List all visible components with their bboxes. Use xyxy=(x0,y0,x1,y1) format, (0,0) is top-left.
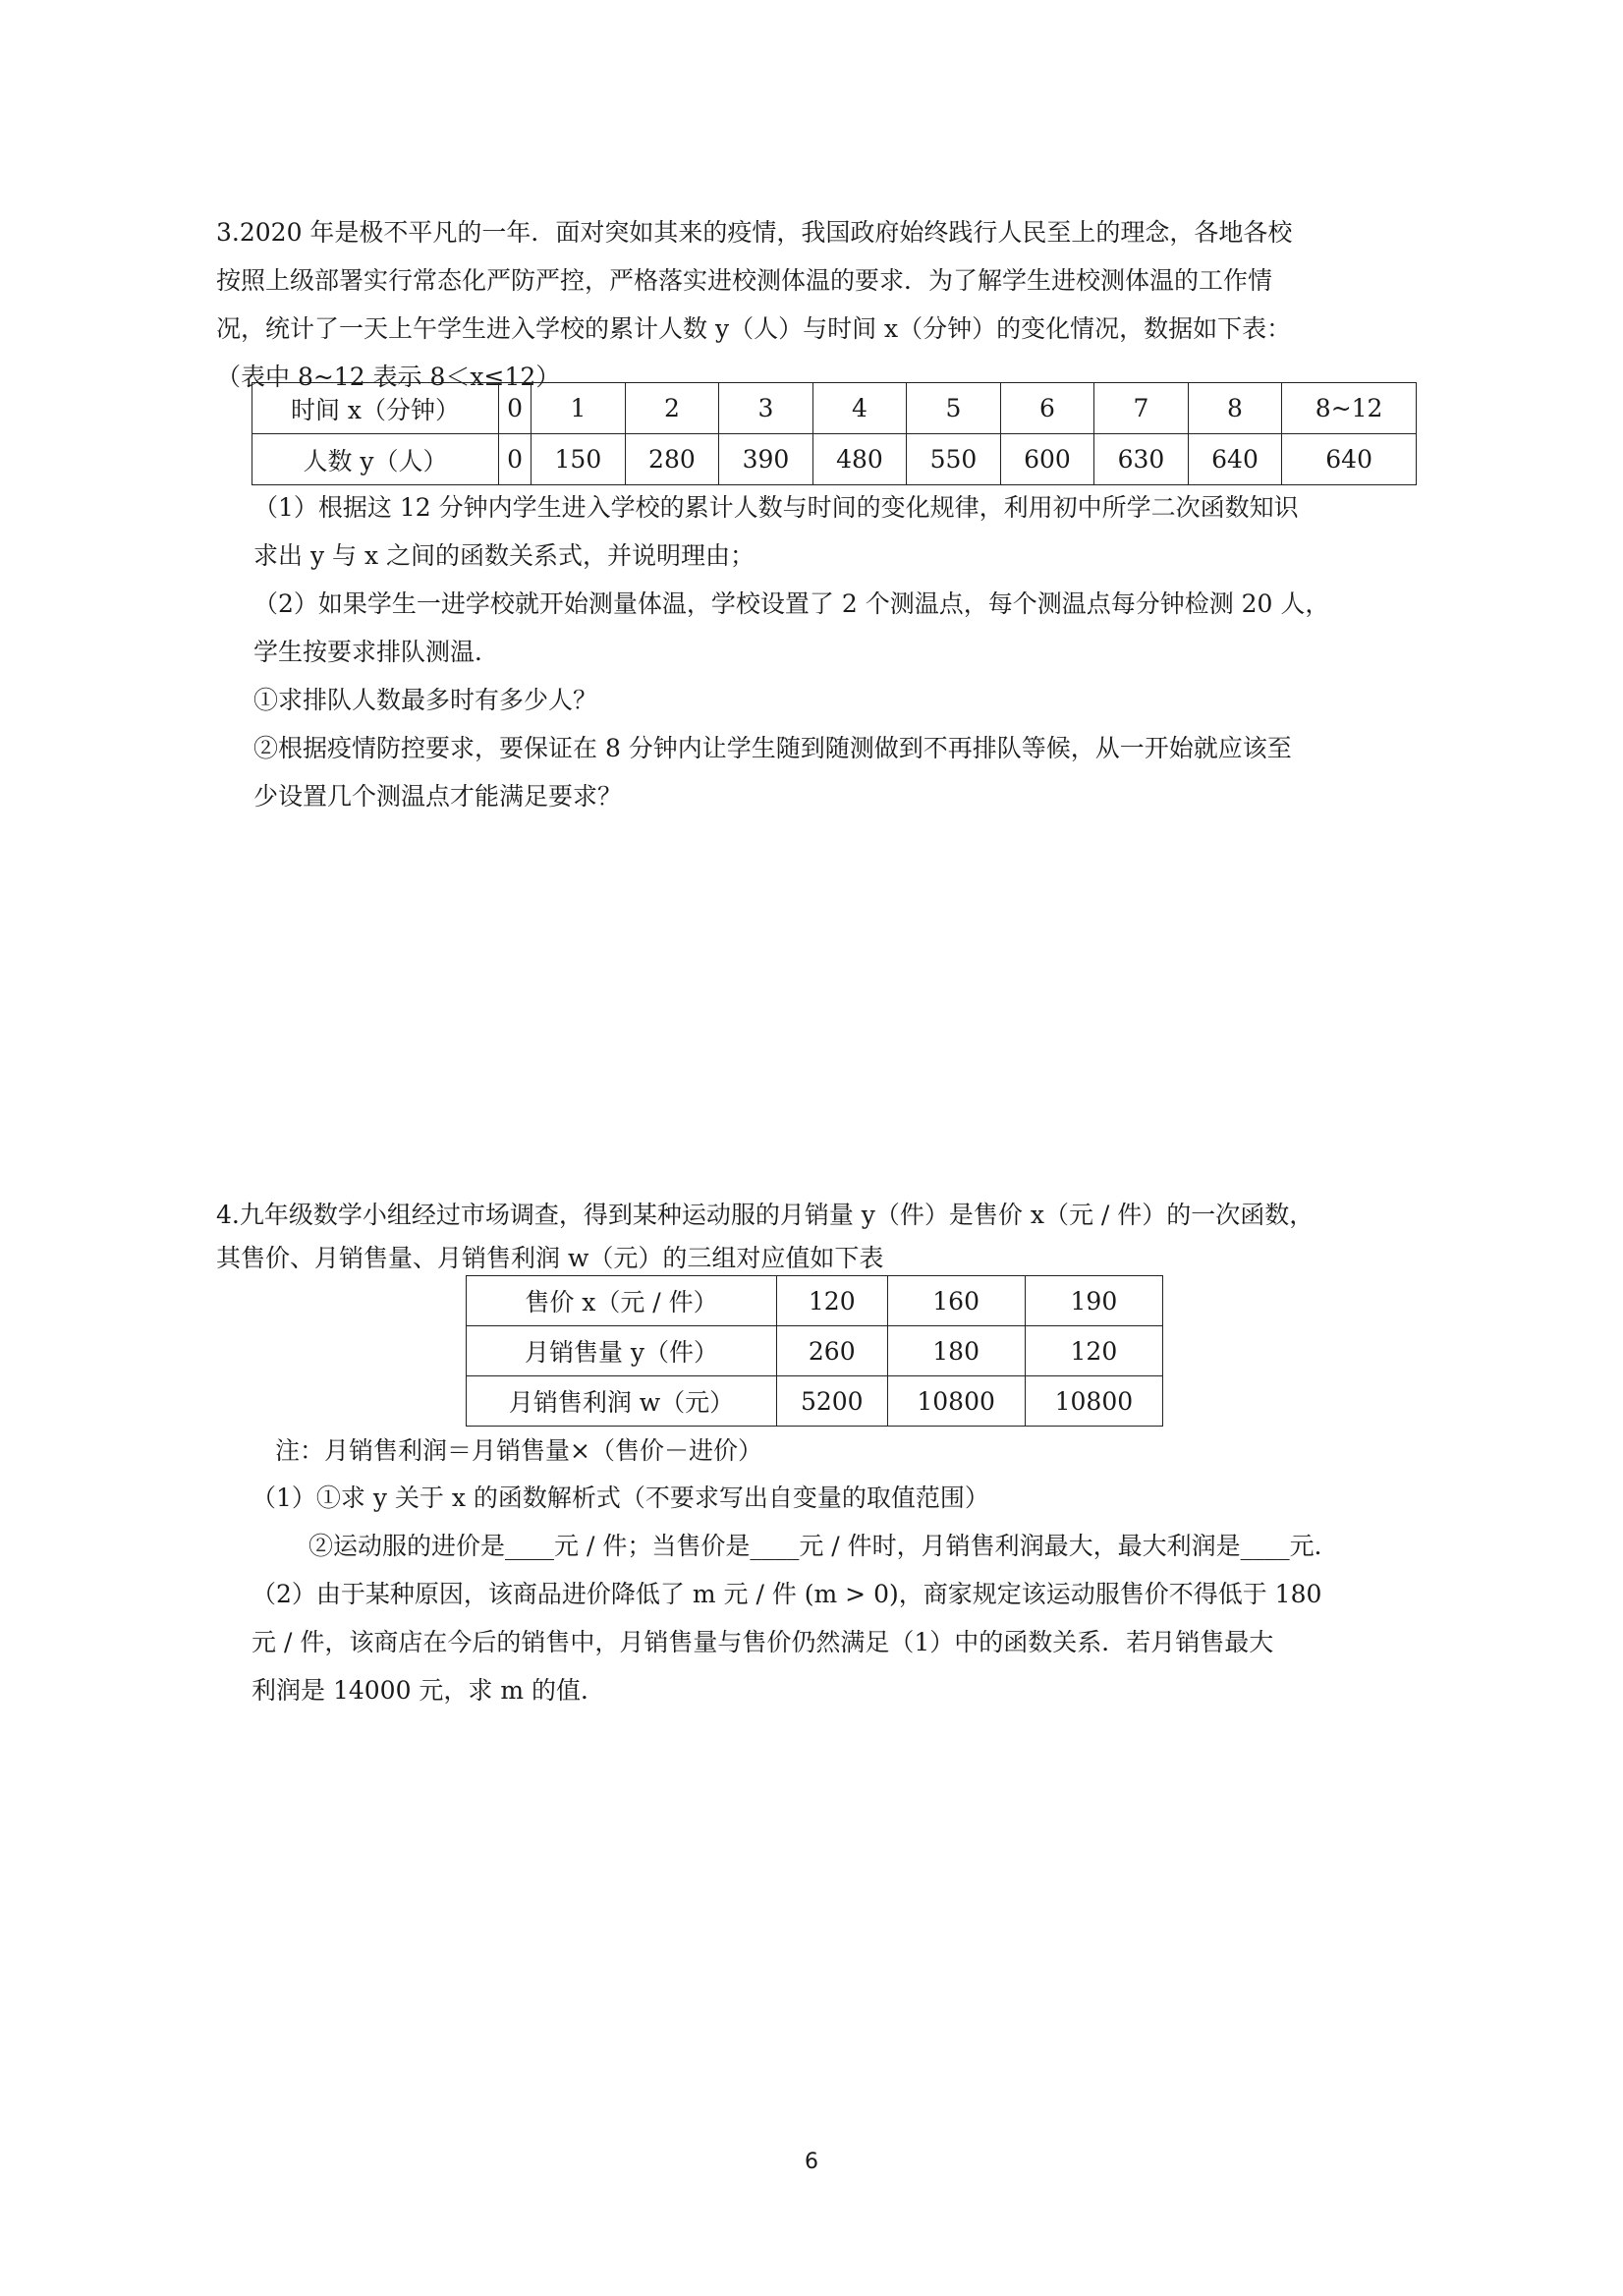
q4-part2-line-1: （2）由于某种原因，该商品进价降低了 m 元 / 件 (m > 0)，商家规定该运动服售价不得低于 180 xyxy=(252,1580,1322,1608)
page-number: 6 xyxy=(805,2150,818,2174)
q3-data-table xyxy=(252,382,1417,485)
q3-part2-line-1: （2）如果学生一进学校就开始测量体温，学校设置了 2 个测温点，每个测温点每分钟检测 20 人， xyxy=(253,589,1330,618)
q4-part1-a: （1）①求 y 关于 x 的函数解析式（不要求写出自变量的取值范围） xyxy=(252,1484,989,1512)
table-row xyxy=(467,1326,1163,1376)
table-cell: 7 xyxy=(1094,383,1189,434)
table-cell: 8 xyxy=(1188,383,1282,434)
table-cell: 1 xyxy=(532,383,626,434)
table-cell: 3 xyxy=(719,383,813,434)
table-header-cell: 人数 y（人） xyxy=(252,434,499,485)
q3-part2-sub-2-line-1: ②根据疫情防控要求，要保证在 8 分钟内让学生随到随测做到不再排队等候，从一开始就应该至 xyxy=(253,734,1292,762)
table-cell: 2 xyxy=(625,383,719,434)
q4-data-table xyxy=(466,1275,1163,1427)
table-cell: 190 xyxy=(1025,1276,1162,1326)
table-cell: 160 xyxy=(887,1276,1025,1326)
table-cell: 260 xyxy=(777,1326,888,1376)
table-cell: 4 xyxy=(812,383,907,434)
q4-line-1: 4.九年级数学小组经过市场调查，得到某种运动服的月销量 y（件）是售价 x（元 / 件）的一次函数， xyxy=(216,1201,1315,1229)
q3-line-1: 3.2020 年是极不平凡的一年．面对突如其来的疫情，我国政府始终践行人民至上的理念，各地各校 xyxy=(216,218,1293,247)
question-4-stem xyxy=(216,1191,1415,1278)
table-cell: 180 xyxy=(887,1326,1025,1376)
table-header-cell: 时间 x（分钟） xyxy=(252,383,499,434)
table-header-cell: 售价 x（元 / 件） xyxy=(467,1276,777,1326)
q4-part1-b: ②运动服的进价是____元 / 件；当售价是____元 / 件时，月销售利润最大，最大利润是____元． xyxy=(308,1532,1339,1560)
table-header-cell: 月销售量 y（件） xyxy=(467,1326,777,1376)
table-cell: 600 xyxy=(1000,434,1094,485)
q3-line-3: 况，统计了一天上午学生进入学校的累计人数 y（人）与时间 x（分钟）的变化情况，数据如下表： xyxy=(216,314,1292,343)
table-cell: 5200 xyxy=(777,1376,888,1427)
table-cell: 150 xyxy=(532,434,626,485)
table-cell: 630 xyxy=(1094,434,1189,485)
table-cell: 10800 xyxy=(887,1376,1025,1427)
q4-part2-line-3: 利润是 14000 元，求 m 的值． xyxy=(252,1676,606,1705)
table-cell: 640 xyxy=(1282,434,1417,485)
table-cell: 120 xyxy=(1025,1326,1162,1376)
q3-line-2: 按照上级部署实行常态化严防严控，严格落实进校测体温的要求．为了解学生进校测体温的工作情 xyxy=(216,266,1273,295)
table-cell: 10800 xyxy=(1025,1376,1162,1427)
table-cell: 640 xyxy=(1188,434,1282,485)
table-row xyxy=(467,1376,1163,1427)
q4-line-2: 其售价、月销售量、月销售利润 w（元）的三组对应值如下表 xyxy=(216,1244,884,1272)
table-row xyxy=(467,1276,1163,1326)
question-3-parts xyxy=(216,483,1415,820)
table-cell: 550 xyxy=(907,434,1001,485)
q4-part2-line-2: 元 / 件，该商店在今后的销售中，月销售量与售价仍然满足（1）中的函数关系．若月销售最大 xyxy=(252,1628,1274,1656)
q3-part2-sub-1: ①求排队人数最多时有多少人？ xyxy=(253,686,598,714)
table-cell: 6 xyxy=(1000,383,1094,434)
question-4-part2 xyxy=(252,1570,1417,1714)
table-cell: 8~12 xyxy=(1282,383,1417,434)
table-cell: 5 xyxy=(907,383,1001,434)
table-header-cell: 月销售利润 w（元） xyxy=(467,1376,777,1427)
table-cell: 480 xyxy=(812,434,907,485)
q3-part1-line-2: 求出 y 与 x 之间的函数关系式，并说明理由； xyxy=(253,541,756,570)
table-cell: 280 xyxy=(625,434,719,485)
table-cell: 120 xyxy=(777,1276,888,1326)
table-cell: 390 xyxy=(719,434,813,485)
q3-part1-line-1: （1）根据这 12 分钟内学生进入学校的累计人数与时间的变化规律，利用初中所学二次函数知识 xyxy=(253,493,1299,522)
table-cell: 0 xyxy=(499,434,532,485)
q3-line-4: （表中 8~12 表示 8＜x≤12） xyxy=(216,363,561,391)
question-4-parts xyxy=(275,1427,1415,1475)
table-cell: 0 xyxy=(499,383,532,434)
q4-note: 注：月销售利润＝月销售量×（售价－进价） xyxy=(275,1436,762,1465)
question-3-stem xyxy=(216,208,1415,401)
q3-part2-sub-2-line-2: 少设置几个测温点才能满足要求？ xyxy=(253,782,623,811)
table-row xyxy=(252,383,1417,434)
q3-part2-line-2: 学生按要求排队测温． xyxy=(253,638,500,666)
table-row xyxy=(252,434,1417,485)
question-4-part1 xyxy=(252,1474,1417,1570)
